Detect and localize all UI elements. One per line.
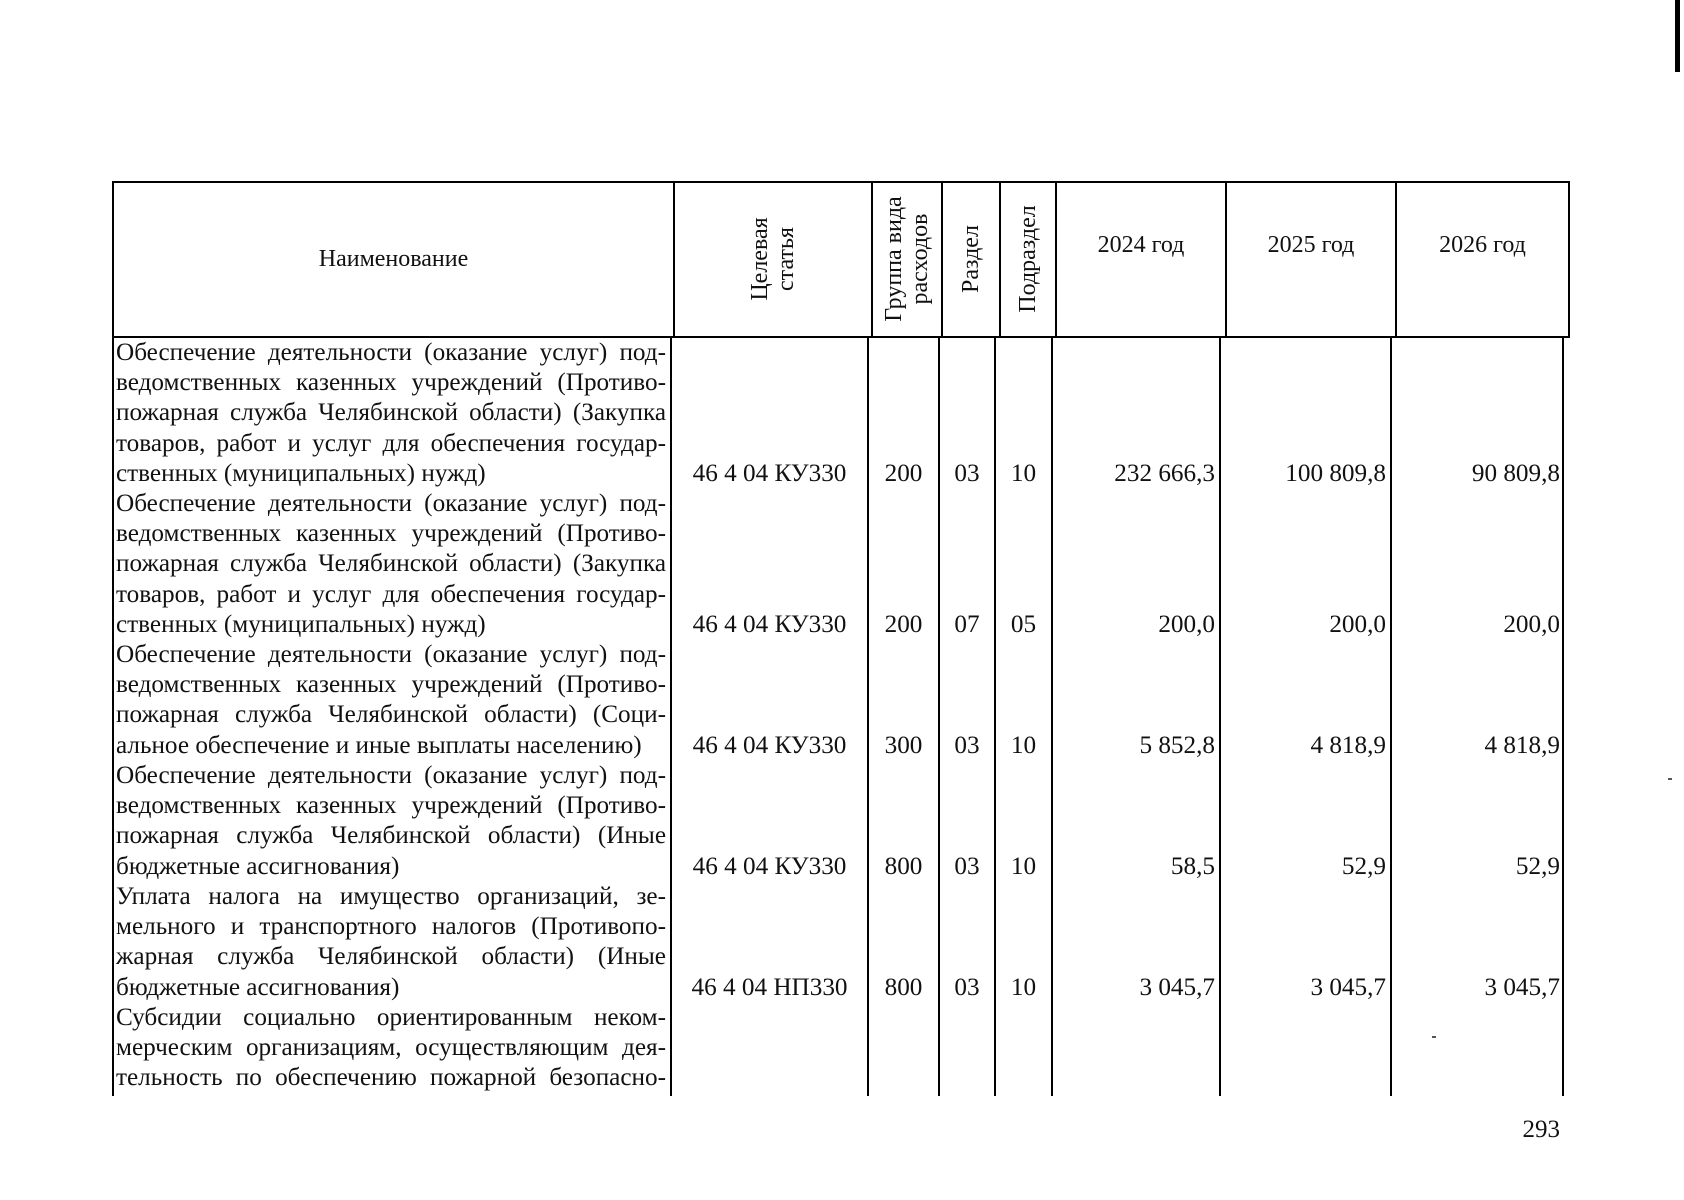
col-border: [1568, 181, 1570, 336]
header-2025-label: 2025 год: [1267, 231, 1355, 258]
header-target-article: [675, 183, 871, 335]
cell-expense-group: 200: [884, 460, 923, 487]
col-border: [1562, 336, 1564, 1096]
cell-2025: 100 809,8: [1285, 460, 1386, 487]
header-target-article-line: статья: [773, 227, 799, 291]
header-2024-label: 2024 год: [1097, 231, 1185, 258]
name-line: Обеспечение деятельности (оказание услуг) под-: [116, 490, 666, 517]
cell-2025: 4 818,9: [1310, 732, 1386, 759]
name-line: бюджетные ассигнования): [116, 852, 400, 880]
cell-expense-group: 300: [884, 732, 923, 759]
header-section-text: Раздел: [958, 225, 984, 293]
cell-expense-group: 800: [884, 974, 923, 1001]
header-2026-label: 2026 год: [1439, 231, 1526, 258]
name-line: мерческим организациям, осуществляющим дея-: [116, 1034, 666, 1062]
table-row-name: [116, 338, 666, 489]
table-row-name: [116, 1003, 666, 1094]
table-row-name: [116, 489, 666, 640]
cell-2026: 200,0: [1503, 611, 1560, 638]
name-line: товаров, работ и услуг для обеспечения государ-: [116, 580, 666, 608]
cell-2025: 3 045,7: [1310, 974, 1386, 1001]
cell-section: 03: [954, 732, 980, 759]
cell-2025: 52,9: [1341, 853, 1386, 880]
cell-subsection: 10: [1010, 853, 1037, 880]
cell-2024: 58,5: [1170, 853, 1215, 880]
name-line: ственных (муниципальных) нужд): [116, 610, 486, 638]
page-number: 293: [1522, 1116, 1560, 1143]
table-row-name: [116, 640, 666, 761]
cell-2024: 5 852,8: [1139, 732, 1215, 759]
cell-expense-group: 800: [884, 853, 923, 880]
header-target-article-label: [747, 217, 799, 300]
name-line: Обеспечение деятельности (оказание услуг) под-: [116, 641, 666, 668]
cell-section: 03: [954, 974, 980, 1001]
cell-section: 03: [954, 460, 980, 487]
name-line: ственных (муниципальных) нужд): [116, 459, 486, 487]
cell-2026: 52,9: [1515, 853, 1560, 880]
name-line: ведомственных казенных учреждений (Противо-: [116, 369, 666, 397]
name-line: пожарная служба Челябинской области) (Соци-: [116, 701, 666, 729]
name-line: пожарная служба Челябинской области) (Закупка: [116, 550, 666, 578]
header-subsection: [1001, 183, 1055, 335]
name-line: жарная служба Челябинской области) (Иные: [116, 943, 666, 971]
cell-section: 07: [954, 611, 980, 638]
table-row-name: [116, 882, 666, 1003]
header-target-article-line: Целевая: [747, 217, 773, 301]
cell-target-article: 46 4 04 КУ330: [692, 732, 847, 759]
header-expense-group: [873, 183, 941, 335]
cell-2026: 90 809,8: [1471, 460, 1560, 487]
cell-subsection: 10: [1010, 732, 1037, 759]
header-subsection-text: Подраздел: [1015, 205, 1041, 313]
cell-target-article: 46 4 04 КУ330: [692, 853, 847, 880]
header-expense-group-line: Группа вида: [881, 196, 907, 322]
name-line: пожарная служба Челябинской области) (Иные: [116, 822, 666, 850]
cell-subsection: 10: [1010, 974, 1037, 1001]
cell-section: 03: [954, 853, 980, 880]
cell-target-article: 46 4 04 НП330: [691, 974, 848, 1001]
name-line: Обеспечение деятельности (оказание услуг) под-: [116, 339, 666, 366]
name-line: Уплата налога на имущество организаций, зе-: [116, 883, 666, 910]
cell-2026: 4 818,9: [1484, 732, 1560, 759]
cell-2026: 3 045,7: [1484, 974, 1560, 1001]
cell-target-article: 46 4 04 КУ330: [692, 611, 847, 638]
header-2024: [1057, 230, 1225, 260]
header-expense-group-line: расходов: [907, 213, 933, 305]
cell-expense-group: 200: [884, 611, 923, 638]
name-line: мельного и транспортного налогов (Противопо-: [116, 913, 666, 941]
name-line: Обеспечение деятельности (оказание услуг) под-: [116, 762, 666, 789]
scan-speck: [1432, 1036, 1436, 1038]
header-name: [114, 183, 673, 335]
name-line: бюджетные ассигнования): [116, 973, 400, 1001]
header-expense-group-label: [881, 196, 933, 321]
cell-subsection: 10: [1010, 460, 1037, 487]
name-line: товаров, работ и услуг для обеспечения государ-: [116, 429, 666, 457]
cell-2024: 200,0: [1158, 611, 1215, 638]
name-line: Субсидии социально ориентированным неком-: [116, 1004, 666, 1031]
name-line: тельность по обеспечению пожарной безопасно-: [116, 1064, 666, 1092]
cell-2025: 200,0: [1329, 611, 1386, 638]
header-section: [943, 183, 999, 335]
cell-2024: 232 666,3: [1114, 460, 1215, 487]
page-edge-mark: [1675, 0, 1680, 72]
scan-speck: [1668, 778, 1672, 780]
table-row-name: [116, 761, 666, 882]
header-section-label: [958, 225, 984, 293]
header-2026: [1397, 230, 1568, 260]
name-line: ведомственных казенных учреждений (Противо-: [116, 520, 666, 548]
name-line: пожарная служба Челябинской области) (Закупка: [116, 399, 666, 427]
cell-subsection: 05: [1010, 611, 1037, 638]
name-line: ведомственных казенных учреждений (Противо-: [116, 792, 666, 820]
header-2025: [1227, 230, 1395, 260]
name-line: альное обеспечение и иные выплаты населению): [116, 731, 642, 759]
cell-target-article: 46 4 04 КУ330: [692, 460, 847, 487]
name-line: ведомственных казенных учреждений (Противо-: [116, 671, 666, 699]
cell-2024: 3 045,7: [1139, 974, 1215, 1001]
header-subsection-label: [1015, 205, 1041, 312]
header-name-label: Наименование: [318, 245, 469, 272]
